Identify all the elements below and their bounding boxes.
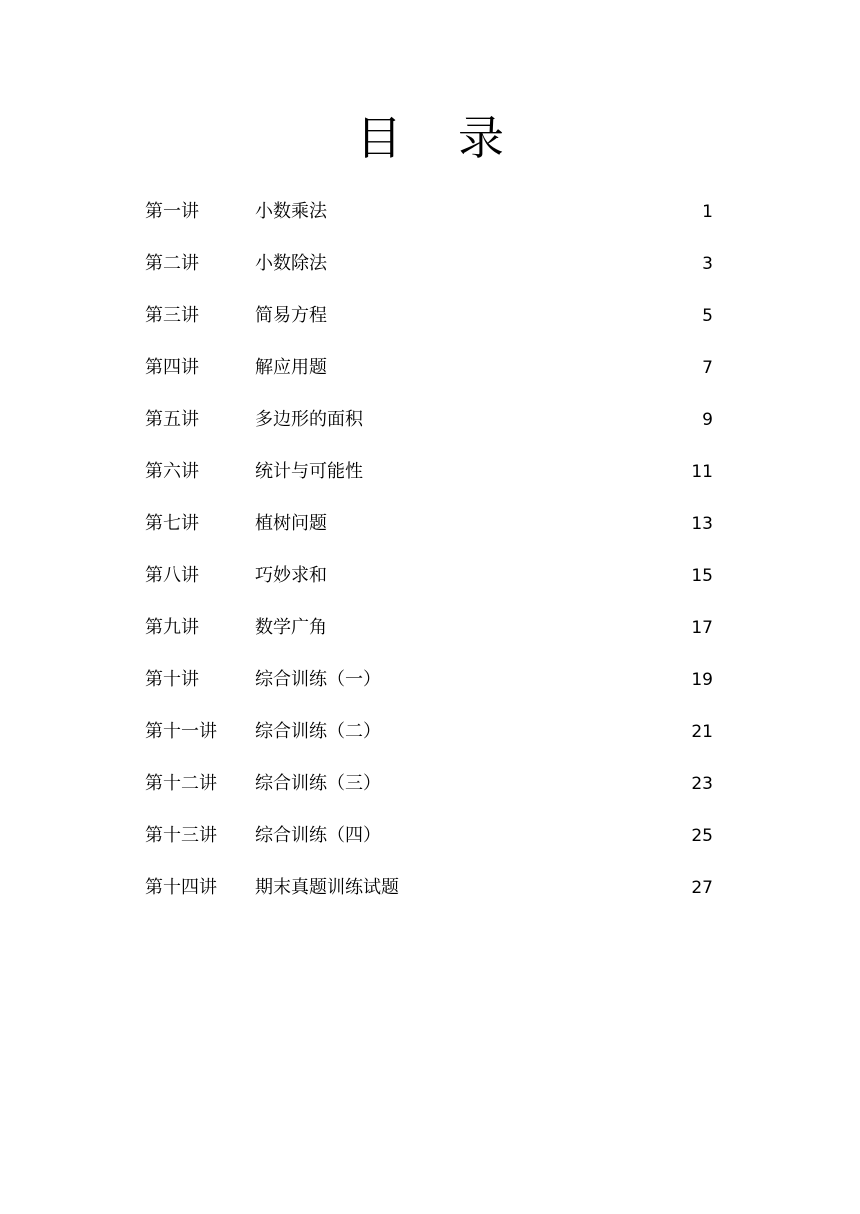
- page-title-char-1: 目: [356, 111, 402, 165]
- lecture-topic: 小数乘法: [255, 201, 327, 222]
- dot-leader: [329, 200, 700, 224]
- dot-leader: [365, 408, 700, 432]
- toc-entry-10[interactable]: [145, 654, 713, 706]
- lecture-topic: 期末真题训练试题: [255, 877, 399, 898]
- lecture-topic: 巧妙求和: [255, 565, 327, 586]
- lecture-topic: 综合训练（四）: [255, 825, 381, 846]
- dot-leader: [329, 252, 700, 276]
- table-of-contents: [145, 186, 713, 914]
- lecture-number: 第四讲: [145, 357, 199, 378]
- toc-entry-4[interactable]: [145, 342, 713, 394]
- page-number: 5: [702, 306, 713, 326]
- dot-leader: [329, 304, 700, 328]
- lecture-number: 第十一讲: [145, 721, 217, 742]
- page-number: 15: [691, 566, 713, 586]
- lecture-topic: 数学广角: [255, 617, 327, 638]
- page-number: 19: [691, 670, 713, 690]
- toc-entry-8[interactable]: [145, 550, 713, 602]
- lecture-topic: 植树问题: [255, 513, 327, 534]
- toc-entry-13[interactable]: [145, 810, 713, 862]
- page-title: [0, 108, 860, 168]
- lecture-topic: 综合训练（二）: [255, 721, 381, 742]
- dot-leader: [329, 564, 689, 588]
- page-number: 23: [691, 774, 713, 794]
- lecture-number: 第十三讲: [145, 825, 217, 846]
- dot-leader: [329, 356, 700, 380]
- toc-entry-7[interactable]: [145, 498, 713, 550]
- toc-entry-3[interactable]: [145, 290, 713, 342]
- page-number: 11: [691, 462, 713, 482]
- dot-leader: [329, 616, 689, 640]
- lecture-number: 第八讲: [145, 565, 199, 586]
- page-number: 25: [691, 826, 713, 846]
- toc-entry-12[interactable]: [145, 758, 713, 810]
- dot-leader: [383, 720, 689, 744]
- dot-leader: [383, 824, 689, 848]
- lecture-number: 第三讲: [145, 305, 199, 326]
- lecture-number: 第五讲: [145, 409, 199, 430]
- dot-leader: [365, 460, 689, 484]
- dot-leader: [329, 512, 689, 536]
- toc-entry-6[interactable]: [145, 446, 713, 498]
- lecture-number: 第一讲: [145, 201, 199, 222]
- page-number: 3: [702, 254, 713, 274]
- toc-entry-9[interactable]: [145, 602, 713, 654]
- page-number: 21: [691, 722, 713, 742]
- lecture-topic: 解应用题: [255, 357, 327, 378]
- page-number: 1: [702, 202, 713, 222]
- lecture-topic: 简易方程: [255, 305, 327, 326]
- page-number: 9: [702, 410, 713, 430]
- lecture-topic: 综合训练（三）: [255, 773, 381, 794]
- lecture-number: 第二讲: [145, 253, 199, 274]
- dot-leader: [383, 772, 689, 796]
- page-number: 13: [691, 514, 713, 534]
- lecture-number: 第六讲: [145, 461, 199, 482]
- lecture-number: 第十二讲: [145, 773, 217, 794]
- lecture-topic: 小数除法: [255, 253, 327, 274]
- lecture-number: 第七讲: [145, 513, 199, 534]
- lecture-topic: 统计与可能性: [255, 461, 363, 482]
- dot-leader: [401, 876, 689, 900]
- page-number: 7: [702, 358, 713, 378]
- lecture-topic: 多边形的面积: [255, 409, 363, 430]
- page-number: 27: [691, 878, 713, 898]
- lecture-number: 第十四讲: [145, 877, 217, 898]
- lecture-topic: 综合训练（一）: [255, 669, 381, 690]
- lecture-number: 第九讲: [145, 617, 199, 638]
- page-number: 17: [691, 618, 713, 638]
- toc-entry-11[interactable]: [145, 706, 713, 758]
- toc-entry-14[interactable]: [145, 862, 713, 914]
- toc-entry-1[interactable]: [145, 186, 713, 238]
- toc-entry-5[interactable]: [145, 394, 713, 446]
- page-title-char-2: 录: [458, 111, 504, 165]
- dot-leader: [383, 668, 689, 692]
- lecture-number: 第十讲: [145, 669, 199, 690]
- toc-entry-2[interactable]: [145, 238, 713, 290]
